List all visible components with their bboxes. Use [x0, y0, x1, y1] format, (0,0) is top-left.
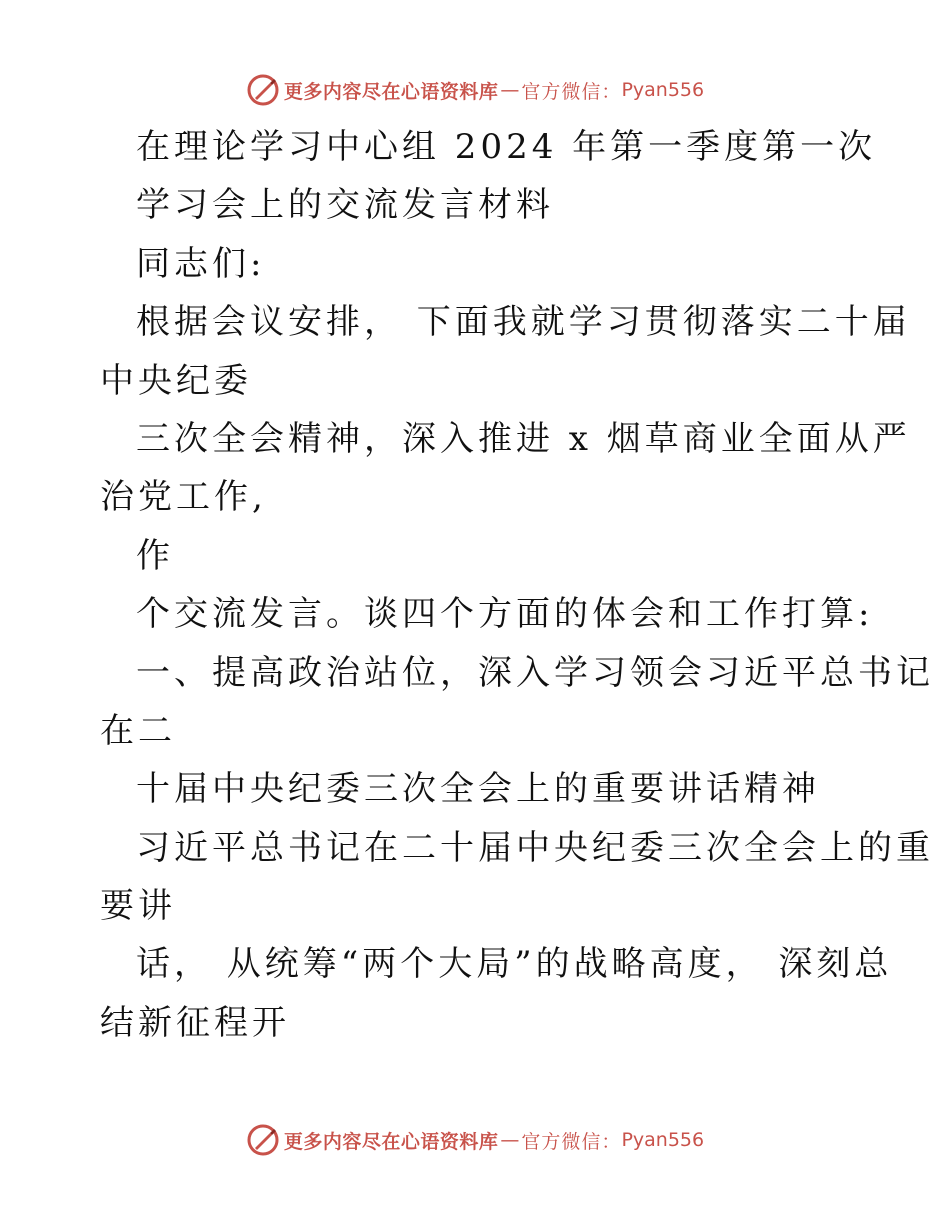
document-line: 一、提高政治站位，深入学习领会习近平总书记 [136, 652, 934, 693]
document-line: 在理论学习中心组 2024 年第一季度第一次 [136, 127, 877, 167]
watermark-wechat-id: Pyan556 [621, 79, 705, 101]
document-line: 作 [136, 535, 174, 576]
document-body [100, 118, 934, 1052]
document-line: 结新征程开 [100, 1002, 290, 1043]
watermark-separator: — [500, 1129, 520, 1151]
watermark-wechat-id: Pyan556 [621, 1129, 705, 1151]
watermark-site-text: 更多内容尽在心语资料库 [283, 80, 499, 103]
document-line: 三次全会精神，深入推进 x 烟草商业全面从严 [136, 418, 911, 459]
watermark-separator: — [500, 79, 520, 101]
document-line: 根据会议安排， 下面我就学习贯彻落实二十届 [136, 302, 911, 343]
document-line: 中央纪委 [100, 360, 252, 401]
footer-watermark [0, 1120, 950, 1160]
document-line: 在二 [100, 710, 176, 751]
document-line: 治党工作, [100, 477, 267, 518]
header-watermark [0, 70, 950, 110]
document-line: 个交流发言。谈四个方面的体会和工作打算: [136, 594, 874, 635]
quill-pen-logo-icon [246, 73, 280, 107]
document-line: 十届中央纪委三次全会上的重要讲话精神 [136, 769, 820, 810]
watermark-wechat-label: 官方微信： [521, 80, 622, 103]
document-line: 要讲 [100, 886, 176, 927]
document-line: 学习会上的交流发言材料 [136, 185, 554, 226]
watermark-wechat-label: 官方微信： [521, 1130, 622, 1153]
document-line: 习近平总书记在二十届中央纪委三次全会上的重 [136, 827, 934, 868]
quill-pen-logo-icon [246, 1123, 280, 1157]
document-line: 同志们: [136, 243, 266, 284]
watermark-site-text: 更多内容尽在心语资料库 [283, 1130, 499, 1153]
document-line: 话， 从统筹“两个大局”的战略高度， 深刻总 [136, 944, 893, 985]
